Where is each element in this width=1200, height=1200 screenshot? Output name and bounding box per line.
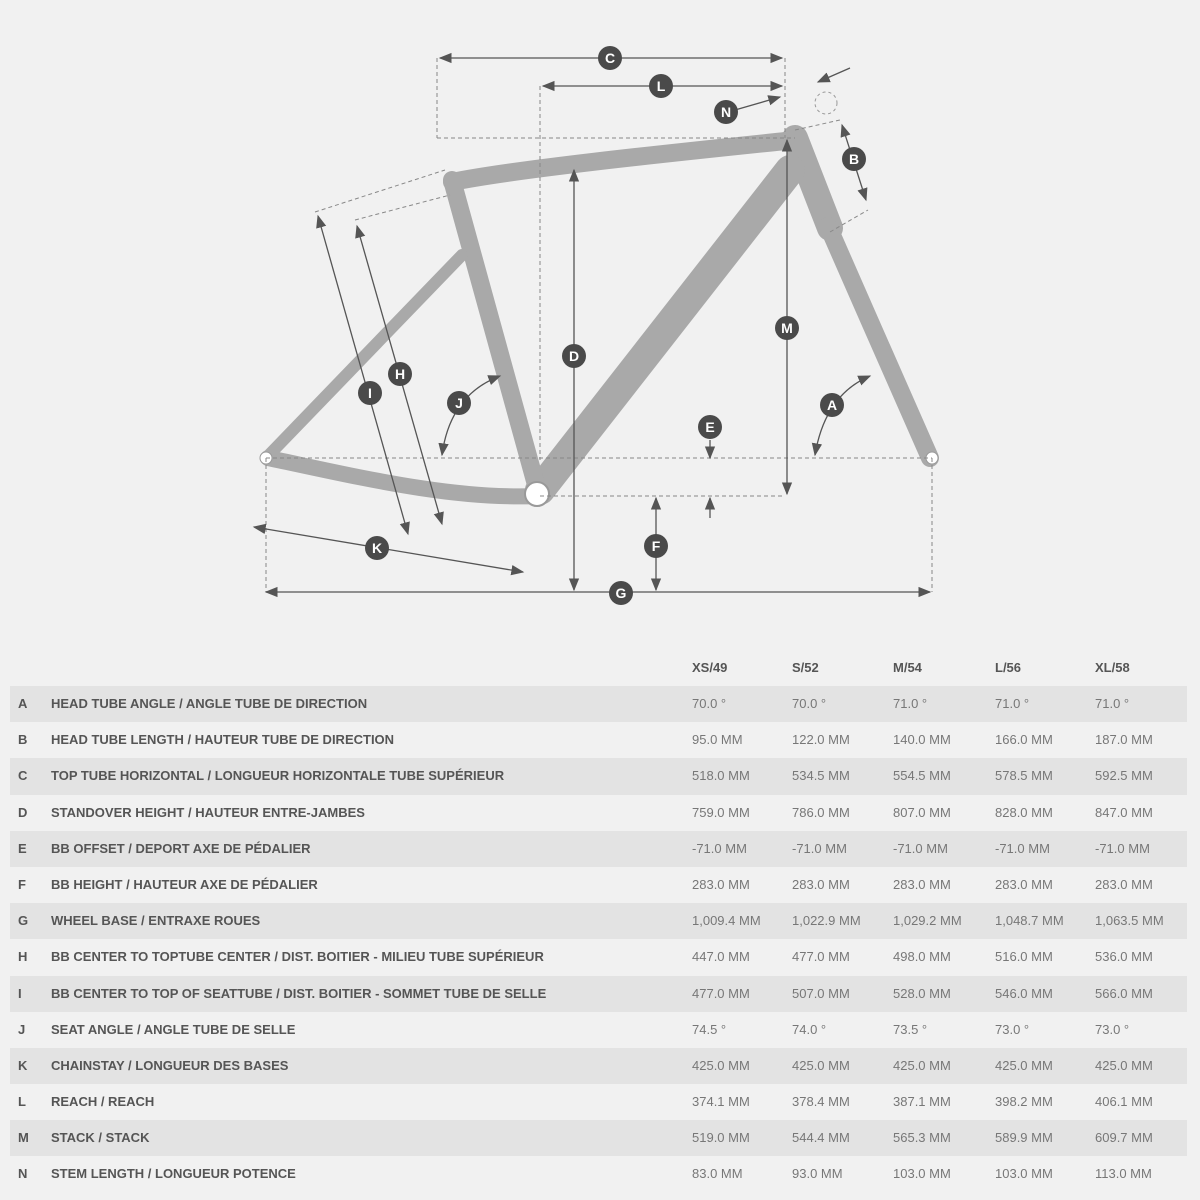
row-label: SEAT ANGLE / ANGLE TUBE DE SELLE <box>51 1021 296 1037</box>
row-value: 83.0 MM <box>692 1166 743 1182</box>
size-header: XS/49 <box>692 660 728 675</box>
row-value: -71.0 MM <box>893 840 948 856</box>
row-letter: A <box>18 696 28 711</box>
dim-n-2 <box>818 68 850 82</box>
row-value: 70.0 ° <box>692 696 727 711</box>
row-value: 544.4 MM <box>792 1130 850 1146</box>
row-letter: M <box>18 1130 29 1146</box>
row-value: 609.7 MM <box>1095 1130 1153 1146</box>
row-label: BB HEIGHT / HAUTEUR AXE DE PÉDALIER <box>51 876 318 892</box>
row-label: CHAINSTAY / LONGUEUR DES BASES <box>51 1057 289 1073</box>
reference-lines <box>266 58 932 592</box>
steerer-cap <box>815 92 837 114</box>
row-label: BB OFFSET / DEPORT AXE DE PÉDALIER <box>51 840 311 856</box>
svg-text:H: H <box>394 366 406 382</box>
row-value: 71.0 ° <box>893 696 928 711</box>
badge-f <box>644 534 668 558</box>
row-value: 1,048.7 MM <box>995 913 1064 929</box>
dim-n <box>735 97 780 110</box>
row-value: 786.0 MM <box>792 804 850 820</box>
svg-text:C: C <box>604 50 616 66</box>
table-row <box>10 795 1187 831</box>
row-value: 477.0 MM <box>792 949 850 965</box>
svg-text:L: L <box>656 78 666 94</box>
table-header <box>10 650 1187 686</box>
badge-n <box>714 100 738 124</box>
table-row <box>10 758 1187 794</box>
row-letter: I <box>18 985 22 1001</box>
row-letter: B <box>18 732 28 748</box>
row-label: STANDOVER HEIGHT / HAUTEUR ENTRE-JAMBES <box>51 804 365 820</box>
row-value: 113.0 MM <box>1095 1166 1152 1182</box>
row-value: 387.1 MM <box>893 1094 951 1110</box>
row-value: 477.0 MM <box>692 985 750 1001</box>
row-value: 1,063.5 MM <box>1095 913 1164 929</box>
row-value: 73.5 ° <box>893 1021 928 1037</box>
row-value: 103.0 MM <box>893 1166 951 1182</box>
row-value: 507.0 MM <box>792 985 850 1001</box>
badge-i <box>358 381 382 405</box>
row-value: 283.0 MM <box>692 876 750 892</box>
row-value: 93.0 MM <box>792 1166 843 1182</box>
size-header: L/56 <box>995 660 1022 675</box>
svg-text:F: F <box>651 538 661 554</box>
row-letter: D <box>18 804 28 820</box>
size-header: S/52 <box>792 660 819 675</box>
row-value: 71.0 ° <box>995 696 1030 711</box>
badge-l <box>649 74 673 98</box>
svg-text:J: J <box>455 395 463 411</box>
row-letter: N <box>18 1166 28 1182</box>
svg-text:I: I <box>368 385 372 401</box>
row-value: 1,029.2 MM <box>893 913 962 929</box>
row-value: 565.3 MM <box>893 1130 951 1146</box>
table-row <box>10 1084 1187 1120</box>
row-value: 592.5 MM <box>1095 768 1153 784</box>
table-row <box>10 1120 1187 1156</box>
row-value: 283.0 MM <box>792 876 850 892</box>
bottom-bracket <box>525 482 549 506</box>
row-value: 425.0 MM <box>1095 1057 1153 1073</box>
row-value: 536.0 MM <box>1095 949 1153 965</box>
row-value: 828.0 MM <box>995 804 1053 820</box>
row-label: HEAD TUBE ANGLE / ANGLE TUBE DE DIRECTION <box>51 696 368 711</box>
row-letter: G <box>18 913 29 929</box>
badge-b <box>842 147 866 171</box>
row-label: WHEEL BASE / ENTRAXE ROUES <box>51 913 261 929</box>
row-value: 546.0 MM <box>995 985 1053 1001</box>
row-value: -71.0 MM <box>995 840 1050 856</box>
row-value: 578.5 MM <box>995 768 1053 784</box>
row-value: 847.0 MM <box>1095 804 1153 820</box>
row-value: 589.9 MM <box>995 1130 1053 1146</box>
row-value: 534.5 MM <box>792 768 850 784</box>
row-value: -71.0 MM <box>1095 840 1150 856</box>
row-value: 807.0 MM <box>893 804 951 820</box>
size-header: M/54 <box>893 660 922 675</box>
table-row <box>10 939 1187 975</box>
svg-text:B: B <box>848 151 860 167</box>
row-value: 103.0 MM <box>995 1166 1053 1182</box>
row-value: 425.0 MM <box>893 1057 951 1073</box>
head-tube <box>795 138 830 228</box>
row-value: 122.0 MM <box>792 732 850 748</box>
seat-tube <box>452 180 538 492</box>
row-letter: J <box>18 1021 26 1037</box>
row-value: 73.0 ° <box>1095 1021 1130 1037</box>
svg-text:A: A <box>826 397 838 413</box>
row-value: 518.0 MM <box>692 768 750 784</box>
top-tube <box>452 140 795 182</box>
row-value: 1,022.9 MM <box>792 913 861 929</box>
row-label: TOP TUBE HORIZONTAL / LONGUEUR HORIZONTALE TUBE SUPÉRIEUR <box>51 768 505 784</box>
table-row <box>10 903 1187 939</box>
row-value: 95.0 MM <box>692 732 743 748</box>
row-letter: L <box>18 1094 26 1110</box>
row-label: STEM LENGTH / LONGUEUR POTENCE <box>51 1166 296 1182</box>
row-label: BB CENTER TO TOPTUBE CENTER / DIST. BOITIER - MILIEU TUBE SUPÉRIEUR <box>51 949 544 965</box>
row-value: 425.0 MM <box>995 1057 1053 1073</box>
row-letter: E <box>18 840 27 856</box>
badge-d <box>562 344 586 368</box>
dim-j-arc <box>442 376 500 455</box>
row-value: 519.0 MM <box>692 1130 750 1146</box>
row-value: 516.0 MM <box>995 949 1053 965</box>
table-row <box>10 1156 1187 1192</box>
row-letter: H <box>18 949 28 965</box>
bike-frame <box>268 138 930 496</box>
svg-text:M: M <box>781 320 793 336</box>
table-row <box>10 867 1187 903</box>
badge-k <box>365 536 389 560</box>
row-value: 1,009.4 MM <box>692 913 761 929</box>
badge-m <box>775 316 799 340</box>
row-value: -71.0 MM <box>692 840 747 856</box>
badge-g <box>609 581 633 605</box>
table-row <box>10 722 1187 758</box>
table-row <box>10 686 1187 722</box>
row-value: 283.0 MM <box>893 876 951 892</box>
row-letter: F <box>18 876 26 892</box>
row-label: STACK / STACK <box>51 1130 150 1146</box>
row-value: 71.0 ° <box>1095 696 1130 711</box>
row-value: 283.0 MM <box>1095 876 1153 892</box>
size-header: XL/58 <box>1095 660 1130 675</box>
row-value: -71.0 MM <box>792 840 847 856</box>
svg-text:D: D <box>568 348 580 364</box>
row-value: 140.0 MM <box>893 732 951 748</box>
svg-text:K: K <box>371 540 383 556</box>
row-value: 398.2 MM <box>995 1094 1053 1110</box>
row-value: 74.5 ° <box>692 1021 727 1037</box>
row-value: 554.5 MM <box>893 768 951 784</box>
row-value: 528.0 MM <box>893 985 951 1001</box>
row-value: 425.0 MM <box>692 1057 750 1073</box>
table-row <box>10 976 1187 1012</box>
row-label: REACH / REACH <box>51 1094 155 1110</box>
geometry-table <box>10 650 1187 1193</box>
table-row <box>10 1012 1187 1048</box>
row-value: 566.0 MM <box>1095 985 1153 1001</box>
row-value: 166.0 MM <box>995 732 1053 748</box>
row-value: 74.0 ° <box>792 1021 827 1037</box>
table-row <box>10 1048 1187 1084</box>
row-value: 406.1 MM <box>1095 1094 1153 1110</box>
row-value: 498.0 MM <box>893 949 951 965</box>
row-value: 73.0 ° <box>995 1021 1030 1037</box>
badge-a <box>820 393 844 417</box>
chain-stay <box>268 458 538 496</box>
badge-c <box>598 46 622 70</box>
row-value: 283.0 MM <box>995 876 1053 892</box>
seat-stay <box>268 255 462 456</box>
row-letter: K <box>18 1057 28 1073</box>
fork <box>828 226 930 458</box>
svg-text:E: E <box>705 419 715 435</box>
row-label: BB CENTER TO TOP OF SEATTUBE / DIST. BOITIER - SOMMET TUBE DE SELLE <box>51 985 547 1001</box>
dim-a-arc <box>815 376 870 455</box>
svg-text:N: N <box>720 104 732 120</box>
row-value: 425.0 MM <box>792 1057 850 1073</box>
badge-h <box>388 362 412 386</box>
row-value: 374.1 MM <box>692 1094 750 1110</box>
svg-text:G: G <box>615 585 627 601</box>
row-value: 447.0 MM <box>692 949 750 965</box>
row-value: 187.0 MM <box>1095 732 1153 748</box>
badge-e <box>698 415 722 439</box>
row-value: 70.0 ° <box>792 696 827 711</box>
table-row <box>10 831 1187 867</box>
row-label: HEAD TUBE LENGTH / HAUTEUR TUBE DE DIRECTION <box>51 732 395 748</box>
down-tube <box>540 170 790 490</box>
row-value: 759.0 MM <box>692 804 750 820</box>
row-value: 378.4 MM <box>792 1094 850 1110</box>
badge-j <box>447 391 471 415</box>
row-letter: C <box>18 768 28 784</box>
